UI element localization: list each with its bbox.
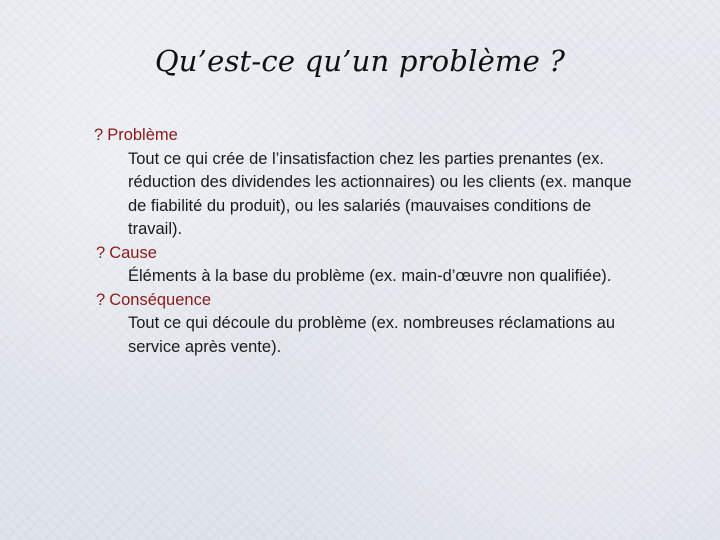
bullet-term: Cause: [109, 243, 157, 262]
bullet-item-probleme: [90, 124, 670, 242]
bullet-marker: ?: [96, 290, 106, 309]
bullet-heading: [90, 289, 670, 313]
bullet-heading: [90, 242, 670, 266]
bullet-item-consequence: [90, 289, 670, 360]
bullet-heading: [90, 124, 670, 148]
slide-content: [90, 124, 670, 359]
bullet-definition: Tout ce qui crée de l’insatisfaction chez les parties prenantes (ex. réduction des dividendes les actionnaires) ou les clients (ex. manque de fiabilité du produit), ou les salariés (mauvaises conditions de travail).: [128, 149, 632, 238]
bullet-item-cause: [90, 242, 670, 289]
bullet-marker: ?: [96, 243, 106, 262]
bullet-definition: Éléments à la base du problème (ex. main-d’œuvre non qualifiée).: [128, 267, 612, 285]
bullet-term: Conséquence: [109, 290, 212, 309]
bullet-definition: Tout ce qui découle du problème (ex. nombreuses réclamations au service après vente).: [128, 314, 616, 356]
bullet-term: Problème: [107, 126, 178, 144]
bullet-marker: ?: [94, 126, 104, 144]
slide-title: Qu’est-ce qu’un problème ?: [154, 44, 566, 78]
